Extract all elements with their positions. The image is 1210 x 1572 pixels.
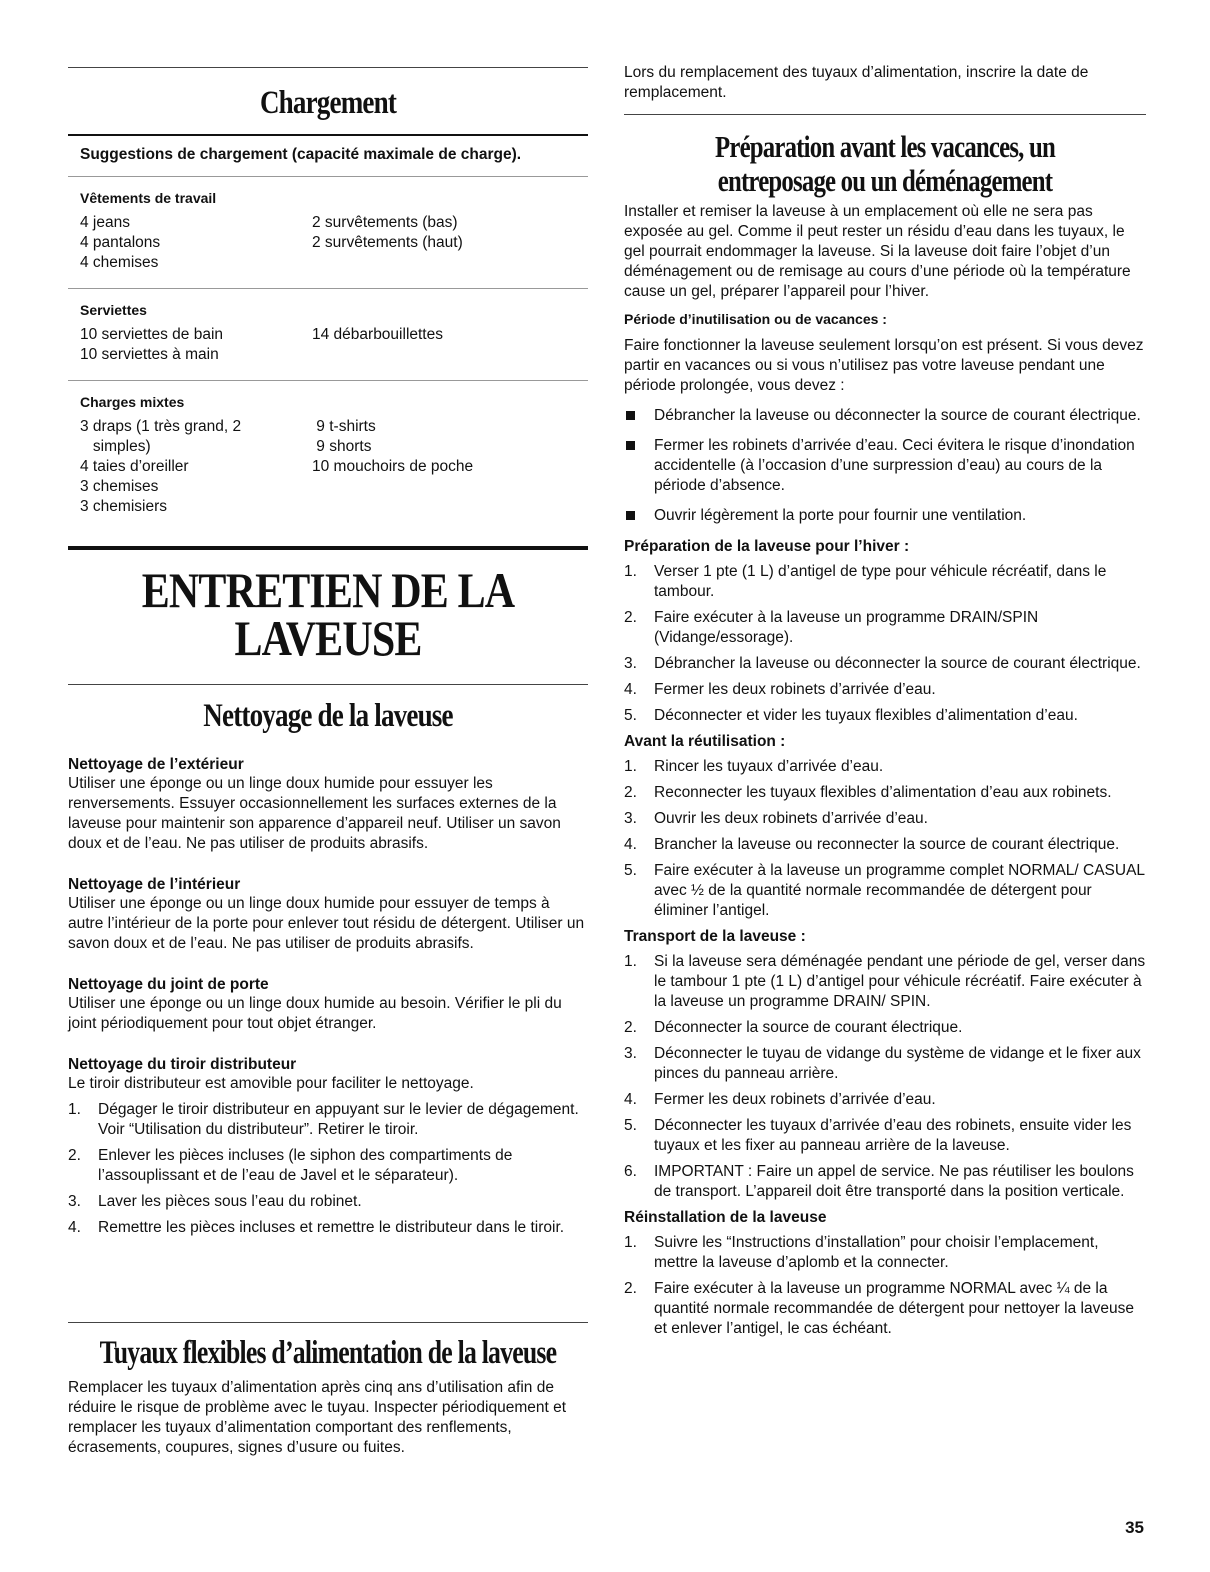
intro-text: Lors du remplacement des tuyaux d’alimentation, inscrire la date de remplacement. [624,64,1089,101]
numbered-step [624,1116,1146,1156]
ext-text: Utiliser une éponge ou un linge doux humide pour essuyer les renversements. Essuyer occasionnellement les surfaces externes de la laveuse pour maintenir son apparence d’appareil neuf. Utiliser un savon doux et de l’eau. Ne pas utiliser de produits abrasifs. [68,775,561,852]
loading-cell: 9 shorts [312,438,372,455]
loading-cell: 4 taies d’oreiller [80,458,189,475]
loading-group-title: Charges mixtes [80,394,185,410]
numbered-step [624,952,1146,1012]
numbered-step [624,861,1146,921]
loading-row [80,233,588,253]
step-number: 3. [624,810,637,827]
loading-cell: 10 serviettes de bain [80,326,224,343]
step-text: Faire exécuter à la laveuse un programme complet NORMAL/ CASUAL avec ½ de la quantité normale recommandée de détergent pour éliminer l’antigel. [654,862,1145,919]
numbered-step [624,757,1146,777]
loading-row [80,325,588,345]
step-text: Si la laveuse sera déménagée pendant une période de gel, verser dans le tambour 1 pte (1 L) d’antigel pour véhicule récréatif. Faire exécuter à la laveuse un programme DRAIN/ SPIN. [654,953,1146,1010]
loading-cell: 14 débarbouillettes [312,326,443,343]
loading-cell: 2 survêtements (haut) [312,234,463,251]
step-number: 3. [624,655,637,672]
prep-title-line2: entreposage ou un déménagement [717,163,1053,198]
transport-steps [624,952,1146,1202]
int-text: Utiliser une éponge ou un linge doux humide pour essuyer de temps à autre l’intérieur de la porte pour enlever tout résidu de détergent. Utiliser un savon doux et de l’eau. Ne pas utiliser de produits abrasifs. [68,895,585,952]
square-bullet-icon [626,441,635,450]
step-number: 2. [68,1147,81,1164]
numbered-step [624,809,1146,829]
bullet-item [624,436,1146,496]
step-text: Déconnecter la source de courant électrique. [654,1019,963,1036]
step-text: Brancher la laveuse ou reconnecter la source de courant électrique. [654,836,1120,853]
chargement-title: Chargement [259,85,397,121]
step-number: 5. [624,707,637,724]
loading-cell: 4 jeans [80,214,130,231]
nettoyage-title: Nettoyage de la laveuse [203,698,453,734]
square-bullet-icon [626,511,635,520]
tiroir-steps [68,1100,588,1238]
numbered-step [624,1162,1146,1202]
loading-cell: 3 chemisiers [80,498,167,515]
loading-group-rows [80,325,588,365]
int-title: Nettoyage de l’intérieur [68,876,241,893]
loading-row [80,477,588,497]
hiver-title: Préparation de la laveuse pour l’hiver : [624,538,910,555]
loading-cell: simples) [80,438,151,455]
step-number: 1. [624,1234,637,1251]
bullet-marker [624,436,654,496]
step-text: Fermer les deux robinets d’arrivée d’eau. [654,681,936,698]
main-title-line1: ENTRETIEN DE LA [141,562,515,618]
step-text: Verser 1 pte (1 L) d’antigel de type pour véhicule récréatif, dans le tambour. [654,563,1107,600]
loading-row [80,213,588,233]
tiroir-title: Nettoyage du tiroir distributeur [68,1056,297,1073]
prep-title-line1: Préparation avant les vacances, un [715,129,1055,164]
reinstall-steps [624,1233,1146,1339]
loading-row [80,253,588,273]
loading-row [80,497,588,517]
numbered-step [624,835,1146,855]
numbered-step [624,1090,1146,1110]
loading-row [80,437,588,457]
transport-title: Transport de la laveuse : [624,928,806,945]
step-text: Ouvrir les deux robinets d’arrivée d’eau. [654,810,928,827]
main-title-line2: LAVEUSE [234,610,422,666]
step-number: 2. [624,1019,637,1036]
divider [624,114,1146,115]
step-text: Faire exécuter à la laveuse un programme DRAIN/SPIN (Vidange/essorage). [654,609,1039,646]
loading-cell: 2 survêtements (bas) [312,214,458,231]
divider [68,67,588,68]
loading-cell: 3 chemises [80,478,159,495]
bullet-text: Ouvrir légèrement la porte pour fournir une ventilation. [654,507,1027,524]
loading-cell: 3 draps (1 très grand, 2 [80,418,242,435]
ext-title: Nettoyage de l’extérieur [68,756,244,773]
step-number: 4. [624,681,637,698]
numbered-step [624,654,1146,674]
loading-cell: 4 pantalons [80,234,161,251]
step-text: Rincer les tuyaux d’arrivée d’eau. [654,758,884,775]
bullet-text: Fermer les robinets d’arrivée d’eau. Ceci évitera le risque d’inondation accidentelle (à l’occasion d’une surpression d’eau) au cours de la période d’absence. [654,437,1135,494]
numbered-step [624,706,1146,726]
loading-row [80,457,588,477]
reinstall-title: Réinstallation de la laveuse [624,1209,827,1226]
numbered-step [68,1100,588,1140]
numbered-step [624,680,1146,700]
loading-group-title: Serviettes [80,302,147,318]
step-number: 2. [624,784,637,801]
step-text: Remettre les pièces incluses et remettre le distributeur dans le tiroir. [98,1219,565,1236]
numbered-step [624,783,1146,803]
reutil-steps [624,757,1146,921]
square-bullet-icon [626,411,635,420]
loading-cell: 10 serviettes à main [80,346,219,363]
numbered-step [68,1192,588,1212]
step-text: Enlever les pièces incluses (le siphon des compartiments de l’assouplissant et de l’eau de Javel et le séparateur). [98,1147,513,1184]
tiroir-text: Le tiroir distributeur est amovible pour faciliter le nettoyage. [68,1075,474,1092]
step-number: 4. [68,1219,81,1236]
numbered-step [624,608,1146,648]
step-number: 2. [624,1280,637,1297]
step-text: Fermer les deux robinets d’arrivée d’eau. [654,1091,936,1108]
loading-cell: 9 t-shirts [312,418,376,435]
step-text: Déconnecter le tuyau de vidange du système de vidange et le fixer aux pinces du panneau arrière. [654,1045,1141,1082]
step-number: 1. [624,563,637,580]
step-number: 3. [624,1045,637,1062]
step-text: Reconnecter les tuyaux flexibles d’alimentation d’eau aux robinets. [654,784,1112,801]
divider [68,684,588,685]
numbered-step [624,1233,1146,1273]
joint-title: Nettoyage du joint de porte [68,976,269,993]
step-number: 3. [68,1193,81,1210]
divider [68,134,588,136]
step-text: Déconnecter les tuyaux d’arrivée d’eau des robinets, ensuite vider les tuyaux et les fixer au panneau arrière de la laveuse. [654,1117,1132,1154]
step-number: 5. [624,1117,637,1134]
bullet-marker [624,406,654,426]
step-text: Dégager le tiroir distributeur en appuyant sur le levier de dégagement. Voir “Utilisation du distributeur”. Retirer le tiroir. [98,1101,579,1138]
numbered-step [624,1279,1146,1339]
loading-group-title: Vêtements de travail [80,190,217,206]
joint-text: Utiliser une éponge ou un linge doux humide au besoin. Vérifier le pli du joint périodiquement pour tout objet étranger. [68,995,562,1032]
loading-row [80,417,588,437]
step-text: Suivre les “Instructions d’installation” pour choisir l’emplacement, mettre la laveuse d’aplomb et la connecter. [654,1234,1099,1271]
numbered-step [68,1218,588,1238]
hiver-steps [624,562,1146,726]
loading-row [80,345,588,365]
loading-intro: Suggestions de chargement (capacité maximale de charge). [80,146,522,163]
step-number: 4. [624,1091,637,1108]
loading-groups [68,189,588,517]
step-number: 1. [624,953,637,970]
bullet-text: Débrancher la laveuse ou déconnecter la source de courant électrique. [654,407,1141,424]
divider [68,176,588,177]
page-number: 35 [1125,1518,1144,1537]
tuyaux-title: Tuyaux flexibles d’alimentation de la laveuse [99,1335,557,1371]
bullet-item [624,406,1146,426]
step-text: Débrancher la laveuse ou déconnecter la source de courant électrique. [654,655,1141,672]
divider [68,380,588,381]
step-number: 5. [624,862,637,879]
divider [68,288,588,289]
step-text: IMPORTANT : Faire un appel de service. Ne pas réutiliser les boulons de transport. L’appareil doit être transporté dans la position verticale. [654,1163,1134,1200]
periode-title: Période d’inutilisation ou de vacances : [624,311,887,327]
step-text: Faire exécuter à la laveuse un programme NORMAL avec ¼ de la quantité normale recommandée de détergent pour nettoyer la laveuse et enlever l’antigel, le cas échéant. [654,1280,1134,1337]
right-column [624,0,1146,1339]
cleaning-sections [68,755,588,1238]
step-number: 2. [624,609,637,626]
loading-group-rows [80,213,588,273]
step-number: 6. [624,1163,637,1180]
numbered-step [624,562,1146,602]
loading-cell: 10 mouchoirs de poche [312,458,474,475]
left-column [68,0,588,1456]
step-text: Laver les pièces sous l’eau du robinet. [98,1193,362,1210]
step-number: 1. [624,758,637,775]
divider [68,1322,588,1323]
prep-text: Installer et remiser la laveuse à un emplacement où elle ne sera pas exposée au gel. Comme il peut rester un résidu d’eau dans les tuyaux, le gel pourrait endommager la laveuse. Si la laveuse doit faire l’objet d’un déménagement ou de remisage au cours d’une période où la température cause un gel, préparer l’appareil pour l’hiver. [624,203,1131,300]
numbered-step [68,1146,588,1186]
bullet-marker [624,506,654,526]
numbered-step [624,1018,1146,1038]
tuyaux-text: Remplacer les tuyaux d’alimentation après cinq ans d’utilisation afin de réduire le risque de problème avec le tuyau. Inspecter périodiquement et remplacer les tuyaux d’alimentation comportant des renflements, écrasements, coupures, signes d’usure ou fuites. [68,1379,567,1456]
reutil-title: Avant la réutilisation : [624,733,786,750]
periode-text: Faire fonctionner la laveuse seulement lorsqu’on est présent. Si vous devez partir en vacances ou si vous n’utilisez pas votre laveuse pendant une période prolongée, vous devez : [624,337,1144,394]
loading-group-rows [80,417,588,517]
bullet-item [624,506,1146,526]
periode-bullets [624,406,1146,526]
numbered-step [624,1044,1146,1084]
loading-cell: 4 chemises [80,254,159,271]
divider [68,546,588,550]
step-text: Déconnecter et vider les tuyaux flexibles d’alimentation d’eau. [654,707,1078,724]
step-number: 1. [68,1101,81,1118]
step-number: 4. [624,836,637,853]
